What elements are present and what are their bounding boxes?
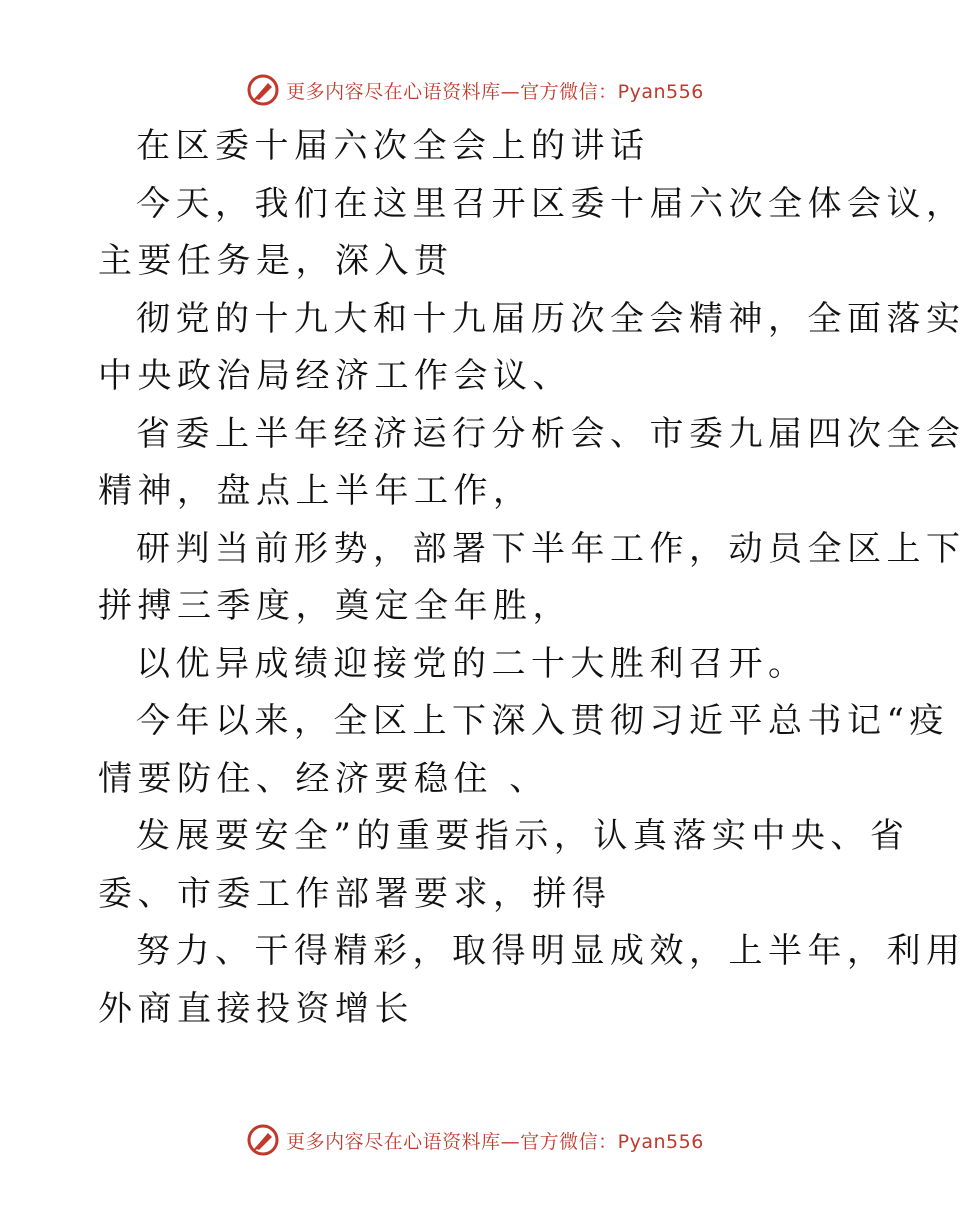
document-body [98,118,966,1038]
text-line: 拼搏三季度，奠定全年胜， [98,586,572,626]
text-line: 以优异成绩迎接党的二十大胜利召开。 [136,643,808,684]
text-line: 主要任务是，深入贯 [98,241,454,281]
text-line: 研判当前形势，部署下半年工作，动员全区上下 [136,528,966,569]
text-line: 彻党的十九大和十九届历次全会精神，全面落实 [136,298,966,339]
text-line: 情要防住、经济要稳住 、 [98,758,549,799]
text-line: 精神，盘点上半年工作， [98,471,533,511]
text-line: 发展要安全”的重要指示，认真落实中央、省 [136,816,910,856]
text-line: 在区委十届六次全会上的讲话 [136,126,650,166]
pen-nib-logo-icon [246,73,280,107]
pen-nib-logo-icon [246,1123,280,1157]
header-watermark-text: 更多内容尽在心语资料库—官方微信：Pyan556 [286,80,704,103]
text-line: 省委上半年经济运行分析会、市委九届四次全会 [136,413,966,454]
text-line: 委、市委工作部署要求，拼得 [98,873,612,914]
footer-watermark-banner [0,1120,950,1160]
text-line: 外商直接投资增长 [98,988,414,1029]
footer-watermark-text: 更多内容尽在心语资料库—官方微信：Pyan556 [286,1130,704,1153]
text-line: 今天，我们在这里召开区委十届六次全体会议， [136,183,966,224]
header-watermark-banner [0,70,950,110]
text-line: 今年以来，全区上下深入贯彻习近平总书记“疫 [136,701,949,741]
text-line: 努力、干得精彩，取得明显成效，上半年，利用 [136,931,966,971]
text-line: 中央政治局经济工作会议、 [98,356,572,396]
